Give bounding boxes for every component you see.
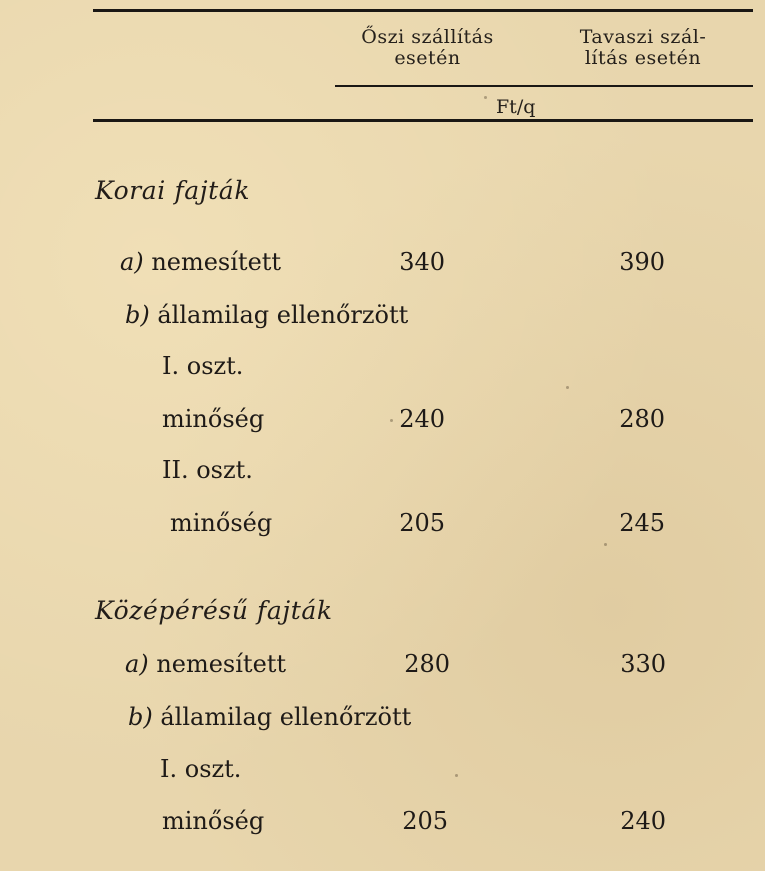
column-header-autumn-line1: Őszi szállítás — [361, 26, 494, 48]
row-label — [170, 509, 272, 537]
row-label — [160, 755, 241, 783]
row-prefix: a) — [120, 248, 144, 276]
section-title-mid: Középérésű fajták — [95, 596, 333, 625]
paper-speck — [484, 96, 487, 99]
row-prefix: a) — [125, 650, 149, 678]
value-spring: 330 — [620, 650, 666, 678]
section-title-early: Korai fajták — [95, 176, 251, 205]
row-label — [162, 405, 264, 433]
row-text: államilag ellenőrzött — [157, 301, 409, 329]
row-text: I. oszt. — [162, 352, 244, 380]
value-spring: 240 — [620, 807, 666, 835]
paper-speck — [455, 774, 458, 777]
row-label — [162, 807, 264, 835]
column-header-spring-line2: lítás esetén — [584, 47, 702, 69]
top-rule — [93, 9, 753, 12]
row-text: nemesített — [151, 248, 282, 276]
row-prefix: b) — [128, 703, 153, 731]
row-text: I. oszt. — [160, 755, 242, 783]
value-autumn: 205 — [399, 509, 445, 537]
paper-speck — [566, 386, 569, 389]
value-spring: 280 — [619, 405, 665, 433]
row-label — [125, 301, 408, 329]
column-header-spring-line1: Tavaszi szál- — [579, 26, 707, 48]
row-prefix: b) — [125, 301, 150, 329]
row-label — [162, 352, 243, 380]
paper-speck — [604, 543, 607, 546]
row-text: II. oszt. — [162, 456, 253, 484]
value-spring: 390 — [619, 248, 665, 276]
row-label — [125, 650, 286, 678]
row-text: minőség — [170, 509, 273, 537]
row-text: minőség — [162, 405, 265, 433]
row-text: nemesített — [156, 650, 287, 678]
value-autumn: 205 — [402, 807, 448, 835]
row-text: államilag ellenőrzött — [160, 703, 412, 731]
header-bottom-rule — [93, 119, 753, 122]
column-header-autumn — [335, 27, 520, 69]
value-spring: 245 — [619, 509, 665, 537]
unit-label: Ft/q — [496, 96, 536, 118]
row-label — [162, 456, 253, 484]
column-header-spring — [548, 27, 738, 69]
column-header-autumn-line2: esetén — [394, 47, 461, 69]
row-label — [120, 248, 281, 276]
value-autumn: 280 — [404, 650, 450, 678]
value-autumn: 340 — [399, 248, 445, 276]
header-divider — [335, 85, 753, 87]
row-text: minőség — [162, 807, 265, 835]
value-autumn: 240 — [399, 405, 445, 433]
row-label — [128, 703, 411, 731]
paper-speck — [390, 419, 393, 422]
